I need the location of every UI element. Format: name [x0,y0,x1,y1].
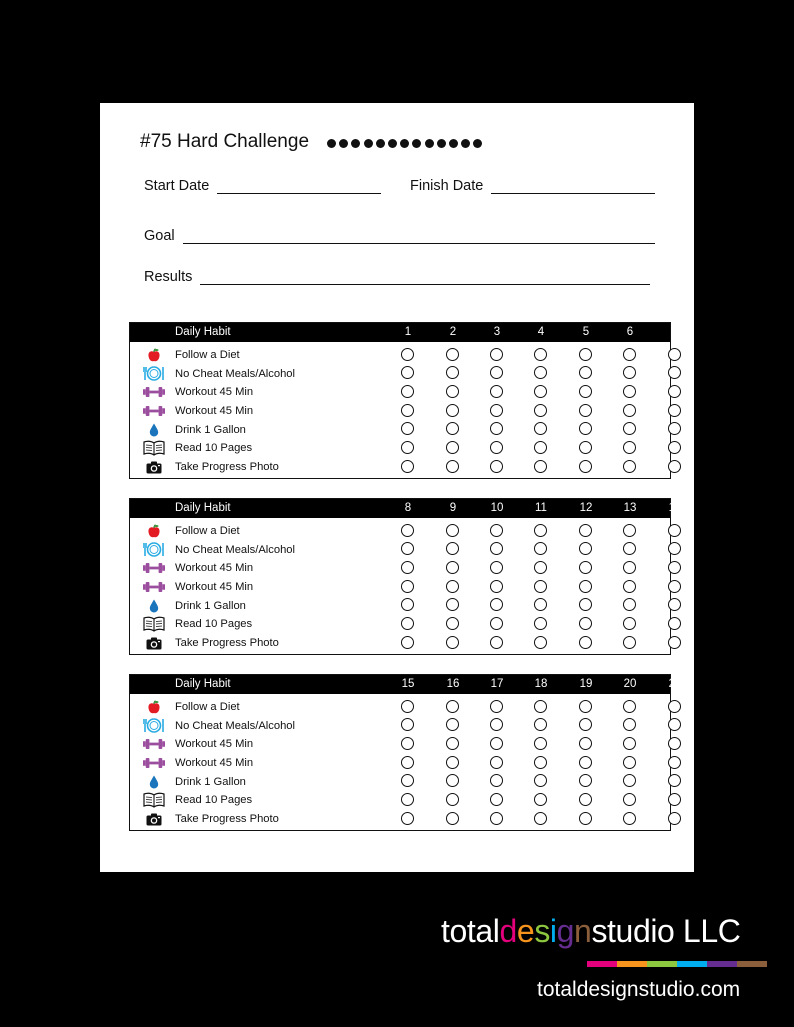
habit-checkbox-circle[interactable] [623,756,636,769]
brand-text-part: g [556,913,575,949]
title-dot [388,139,397,148]
title-row [140,131,482,153]
habit-checkbox-circle[interactable] [534,793,547,806]
habit-row [130,697,670,716]
dumbbell-icon [143,579,165,595]
habit-checkbox-circle[interactable] [623,636,636,649]
habit-checkbox-circle[interactable] [623,441,636,454]
habit-checkbox-circle[interactable] [401,774,414,787]
habit-checkbox-circle[interactable] [490,774,503,787]
habit-checkbox-circle[interactable] [401,617,414,630]
brand-text-part: s [534,913,550,949]
habit-checkbox-circle[interactable] [668,561,681,574]
habit-table-week-1 [129,322,679,479]
title-dot [412,139,421,148]
habit-checkbox-circle[interactable] [446,524,459,537]
habit-checkbox-circle[interactable] [490,460,503,473]
table-header [130,323,679,342]
title-dot [461,139,470,148]
habit-checkbox-circle[interactable] [623,774,636,787]
habit-checkbox-circle[interactable] [579,422,592,435]
day-number: 21 [668,678,682,690]
apple-icon [143,523,165,539]
habit-checkbox-circle[interactable] [401,812,414,825]
habit-checkbox-circle[interactable] [490,366,503,379]
habit-checkbox-circle[interactable] [446,598,459,611]
start-date-label: Start Date [144,178,210,194]
dumbbell-icon [143,755,165,771]
habit-checkbox-circle[interactable] [401,441,414,454]
habit-label: No Cheat Meals/Alcohol [175,543,296,556]
habit-checkbox-circle[interactable] [446,385,459,398]
habit-checkbox-circle[interactable] [446,422,459,435]
habit-checkbox-circle[interactable] [579,460,592,473]
habit-checkbox-circle[interactable] [579,404,592,417]
dot-row [327,139,482,148]
camera-icon [143,459,165,475]
habit-row [130,633,670,652]
habit-checkbox-circle[interactable] [623,812,636,825]
book-icon [143,440,165,456]
title-dot [364,139,373,148]
goal-line[interactable] [183,229,655,244]
day-number: 16 [446,678,460,690]
habit-checkbox-circle[interactable] [490,737,503,750]
apple-icon [143,699,165,715]
day-number: 12 [579,502,593,514]
habit-checkbox-circle[interactable] [446,460,459,473]
habit-checkbox-circle[interactable] [490,422,503,435]
camera-icon [143,635,165,651]
brand-text-part: i [549,913,557,949]
habit-checkbox-circle[interactable] [534,580,547,593]
book-icon [143,616,165,632]
habit-checkbox-circle[interactable] [534,617,547,630]
habit-label: Workout 45 Min [175,405,254,418]
plate-icon [143,718,165,734]
dumbbell-icon [143,560,165,576]
habit-checkbox-circle[interactable] [579,598,592,611]
habit-checkbox-circle[interactable] [623,385,636,398]
habit-checkbox-circle[interactable] [668,348,681,361]
habit-row [130,596,670,615]
habit-checkbox-circle[interactable] [401,793,414,806]
habit-checkbox-circle[interactable] [446,793,459,806]
habit-checkbox-circle[interactable] [446,366,459,379]
brand-color-swatch [647,961,677,967]
habit-checkbox-circle[interactable] [579,348,592,361]
habit-row [130,457,670,476]
day-number: 5 [582,326,590,338]
book-icon [143,792,165,808]
goal-label: Goal [144,228,175,244]
habit-checkbox-circle[interactable] [579,700,592,713]
habit-checkbox-circle[interactable] [490,756,503,769]
habit-row [130,809,670,828]
day-number: 11 [535,502,547,514]
habit-row [130,420,670,439]
habit-checkbox-circle[interactable] [490,385,503,398]
results-line[interactable] [200,270,650,285]
habit-label: Follow a Diet [175,525,240,537]
habit-checkbox-circle[interactable] [623,598,636,611]
habit-checkbox-circle[interactable] [579,617,592,630]
habit-label: No Cheat Meals/Alcohol [175,719,296,732]
habit-row [130,345,670,364]
habit-checkbox-circle[interactable] [446,561,459,574]
brand-text-part: n [574,913,592,949]
habit-checkbox-circle[interactable] [490,441,503,454]
habit-checkbox-circle[interactable] [446,700,459,713]
habit-row [130,364,670,383]
habit-checkbox-circle[interactable] [623,422,636,435]
habit-row [130,438,670,457]
habit-checkbox-circle[interactable] [401,366,414,379]
day-number: 13 [623,502,637,514]
habit-label: No Cheat Meals/Alcohol [175,367,296,380]
day-number: 2 [449,326,457,338]
habit-label: Workout 45 Min [175,562,254,575]
habit-checkbox-circle[interactable] [668,542,681,555]
day-number: 1 [404,326,412,338]
habit-checkbox-circle[interactable] [623,542,636,555]
header-daily-habit: Daily Habit [175,678,231,690]
habit-checkbox-circle[interactable] [623,348,636,361]
habit-checkbox-circle[interactable] [623,561,636,574]
habit-checkbox-circle[interactable] [579,793,592,806]
habit-checkbox-circle[interactable] [534,737,547,750]
dumbbell-icon [143,384,165,400]
brand-color-swatch [707,961,737,967]
habit-table-week-2 [129,498,682,655]
habit-checkbox-circle[interactable] [668,422,681,435]
title-dot [437,139,446,148]
habit-checkbox-circle[interactable] [534,636,547,649]
habit-checkbox-circle[interactable] [401,404,414,417]
brand-color-swatch [737,961,767,967]
brand-text-part: studio LLC [591,913,741,949]
title-dot [425,139,434,148]
results-label: Results [144,269,193,285]
habit-label: Follow a Diet [175,701,240,713]
habit-checkbox-circle[interactable] [490,348,503,361]
day-number: 4 [537,326,545,338]
habit-checkbox-circle[interactable] [401,348,414,361]
habit-checkbox-circle[interactable] [401,756,414,769]
habit-checkbox-circle[interactable] [534,700,547,713]
day-number: 15 [401,678,415,690]
habit-checkbox-circle[interactable] [534,774,547,787]
camera-icon [143,811,165,827]
habit-checkbox-circle[interactable] [401,422,414,435]
habit-checkbox-circle[interactable] [534,598,547,611]
habit-checkbox-circle[interactable] [401,580,414,593]
habit-checkbox-circle[interactable] [623,404,636,417]
water-drop-icon [143,598,165,614]
habit-checkbox-circle[interactable] [668,366,681,379]
habit-checkbox-circle[interactable] [401,524,414,537]
dumbbell-icon [143,736,165,752]
habit-checkbox-circle[interactable] [401,385,414,398]
habit-checkbox-circle[interactable] [623,524,636,537]
habit-label: Workout 45 Min [175,386,254,399]
habit-checkbox-circle[interactable] [668,700,681,713]
habit-checkbox-circle[interactable] [401,636,414,649]
habit-checkbox-circle[interactable] [490,542,503,555]
habit-checkbox-circle[interactable] [579,366,592,379]
brand-color-bar [587,961,767,967]
brand-color-swatch [587,961,617,967]
habit-checkbox-circle[interactable] [490,718,503,731]
day-number: 14 [668,502,682,514]
habit-row [130,540,670,559]
brand-logo [441,913,740,950]
habit-checkbox-circle[interactable] [623,366,636,379]
habit-checkbox-circle[interactable] [668,737,681,750]
habit-checkbox-circle[interactable] [490,598,503,611]
habit-checkbox-circle[interactable] [623,793,636,806]
habit-checkbox-circle[interactable] [668,636,681,649]
habit-checkbox-circle[interactable] [446,756,459,769]
habit-checkbox-circle[interactable] [668,524,681,537]
habit-checkbox-circle[interactable] [446,636,459,649]
habit-checkbox-circle[interactable] [579,756,592,769]
habit-checkbox-circle[interactable] [579,580,592,593]
habit-checkbox-circle[interactable] [579,561,592,574]
day-number: 7 [671,326,679,338]
habit-checkbox-circle[interactable] [446,812,459,825]
title-dot [473,139,482,148]
habit-checkbox-circle[interactable] [579,385,592,398]
habit-checkbox-circle[interactable] [668,774,681,787]
habit-checkbox-circle[interactable] [534,718,547,731]
habit-checkbox-circle[interactable] [490,617,503,630]
habit-checkbox-circle[interactable] [579,542,592,555]
plate-icon [143,366,165,382]
habit-checkbox-circle[interactable] [668,812,681,825]
habit-checkbox-circle[interactable] [668,756,681,769]
habit-checkbox-circle[interactable] [490,404,503,417]
day-number: 6 [626,326,634,338]
habit-checkbox-circle[interactable] [446,580,459,593]
water-drop-icon [143,774,165,790]
habit-checkbox-circle[interactable] [534,561,547,574]
habit-checkbox-circle[interactable] [401,598,414,611]
habit-checkbox-circle[interactable] [534,422,547,435]
habit-checkbox-circle[interactable] [579,636,592,649]
title-dot [351,139,360,148]
habit-label: Read 10 Pages [175,442,253,455]
habit-checkbox-circle[interactable] [446,737,459,750]
habit-checkbox-circle[interactable] [401,700,414,713]
habit-row [130,401,670,420]
finish-date-field[interactable] [410,178,655,194]
habit-label: Take Progress Photo [175,813,279,826]
start-date-field[interactable] [144,178,381,194]
habit-checkbox-circle[interactable] [490,700,503,713]
habit-checkbox-circle[interactable] [446,441,459,454]
habit-checkbox-circle[interactable] [534,542,547,555]
habit-checkbox-circle[interactable] [579,441,592,454]
habit-checkbox-circle[interactable] [534,460,547,473]
habit-row [130,790,670,809]
day-number: 19 [579,678,593,690]
title-dot [400,139,409,148]
brand-text-part: total [441,913,500,949]
habit-label: Drink 1 Gallon [175,423,246,436]
header-daily-habit: Daily Habit [175,502,231,514]
dumbbell-icon [143,403,165,419]
habit-checkbox-circle[interactable] [623,460,636,473]
habit-checkbox-circle[interactable] [490,561,503,574]
habit-checkbox-circle[interactable] [623,617,636,630]
habit-checkbox-circle[interactable] [668,598,681,611]
goal-field[interactable] [144,228,655,244]
habit-label: Drink 1 Gallon [175,775,246,788]
day-number: 3 [493,326,501,338]
finish-date-line[interactable] [491,179,655,194]
brand-text-part: e [516,913,535,949]
habit-checkbox-circle[interactable] [623,718,636,731]
habit-checkbox-circle[interactable] [579,718,592,731]
habit-checkbox-circle[interactable] [401,718,414,731]
habit-row [130,772,670,791]
habit-checkbox-circle[interactable] [490,812,503,825]
habit-checkbox-circle[interactable] [490,636,503,649]
habit-checkbox-circle[interactable] [668,617,681,630]
habit-label: Workout 45 Min [175,738,254,751]
habit-checkbox-circle[interactable] [534,348,547,361]
day-number: 17 [490,678,504,690]
brand-color-swatch [617,961,647,967]
habit-checkbox-circle[interactable] [623,580,636,593]
habit-checkbox-circle[interactable] [668,441,681,454]
habit-checkbox-circle[interactable] [579,812,592,825]
habit-checkbox-circle[interactable] [446,617,459,630]
habit-table-week-3 [129,674,682,831]
habit-label: Take Progress Photo [175,461,279,474]
habit-label: Follow a Diet [175,349,240,361]
habit-row [130,753,670,772]
habit-checkbox-circle[interactable] [401,460,414,473]
habit-checkbox-circle[interactable] [668,718,681,731]
habit-checkbox-circle[interactable] [623,737,636,750]
habit-checkbox-circle[interactable] [446,404,459,417]
habit-checkbox-circle[interactable] [534,756,547,769]
habit-row [130,382,670,401]
habit-row [130,734,670,753]
habit-checkbox-circle[interactable] [579,737,592,750]
habit-row [130,558,670,577]
day-number: 20 [623,678,637,690]
habit-label: Take Progress Photo [175,637,279,650]
habit-row [130,614,670,633]
habit-label: Workout 45 Min [175,581,254,594]
finish-date-label: Finish Date [410,178,484,194]
habit-checkbox-circle[interactable] [668,793,681,806]
start-date-line[interactable] [217,179,381,194]
challenge-sheet [100,103,694,872]
habit-checkbox-circle[interactable] [401,561,414,574]
habit-label: Read 10 Pages [175,794,253,807]
habit-checkbox-circle[interactable] [490,580,503,593]
habit-checkbox-circle[interactable] [668,385,681,398]
habit-checkbox-circle[interactable] [534,441,547,454]
page-title: #75 Hard Challenge [140,131,310,152]
table-header [130,675,682,694]
habit-checkbox-circle[interactable] [668,404,681,417]
habit-row [130,716,670,735]
apple-icon [143,347,165,363]
plate-icon [143,542,165,558]
header-daily-habit: Daily Habit [175,326,231,338]
day-number: 18 [534,678,548,690]
habit-checkbox-circle[interactable] [446,774,459,787]
day-number: 9 [449,502,457,514]
habit-checkbox-circle[interactable] [579,524,592,537]
habit-checkbox-circle[interactable] [490,524,503,537]
brand-color-swatch [677,961,707,967]
habit-checkbox-circle[interactable] [668,580,681,593]
habit-checkbox-circle[interactable] [534,524,547,537]
habit-checkbox-circle[interactable] [534,812,547,825]
habit-checkbox-circle[interactable] [534,385,547,398]
habit-checkbox-circle[interactable] [446,348,459,361]
title-dot [449,139,458,148]
day-number: 8 [404,502,412,514]
title-dot [339,139,348,148]
habit-checkbox-circle[interactable] [446,542,459,555]
brand-url: totaldesignstudio.com [537,978,741,1001]
habit-checkbox-circle[interactable] [401,737,414,750]
brand-text-part: d [499,913,517,949]
table-header [130,499,682,518]
results-field[interactable] [144,269,650,285]
title-dot [327,139,336,148]
habit-checkbox-circle[interactable] [623,700,636,713]
habit-row [130,521,670,540]
water-drop-icon [143,422,165,438]
habit-checkbox-circle[interactable] [446,718,459,731]
habit-row [130,577,670,596]
habit-checkbox-circle[interactable] [490,793,503,806]
habit-label: Read 10 Pages [175,618,253,631]
day-number: 10 [490,502,504,514]
habit-label: Workout 45 Min [175,757,254,770]
habit-checkbox-circle[interactable] [579,774,592,787]
title-dot [376,139,385,148]
habit-label: Drink 1 Gallon [175,599,246,612]
habit-checkbox-circle[interactable] [668,460,681,473]
habit-checkbox-circle[interactable] [534,404,547,417]
habit-checkbox-circle[interactable] [401,542,414,555]
habit-checkbox-circle[interactable] [534,366,547,379]
